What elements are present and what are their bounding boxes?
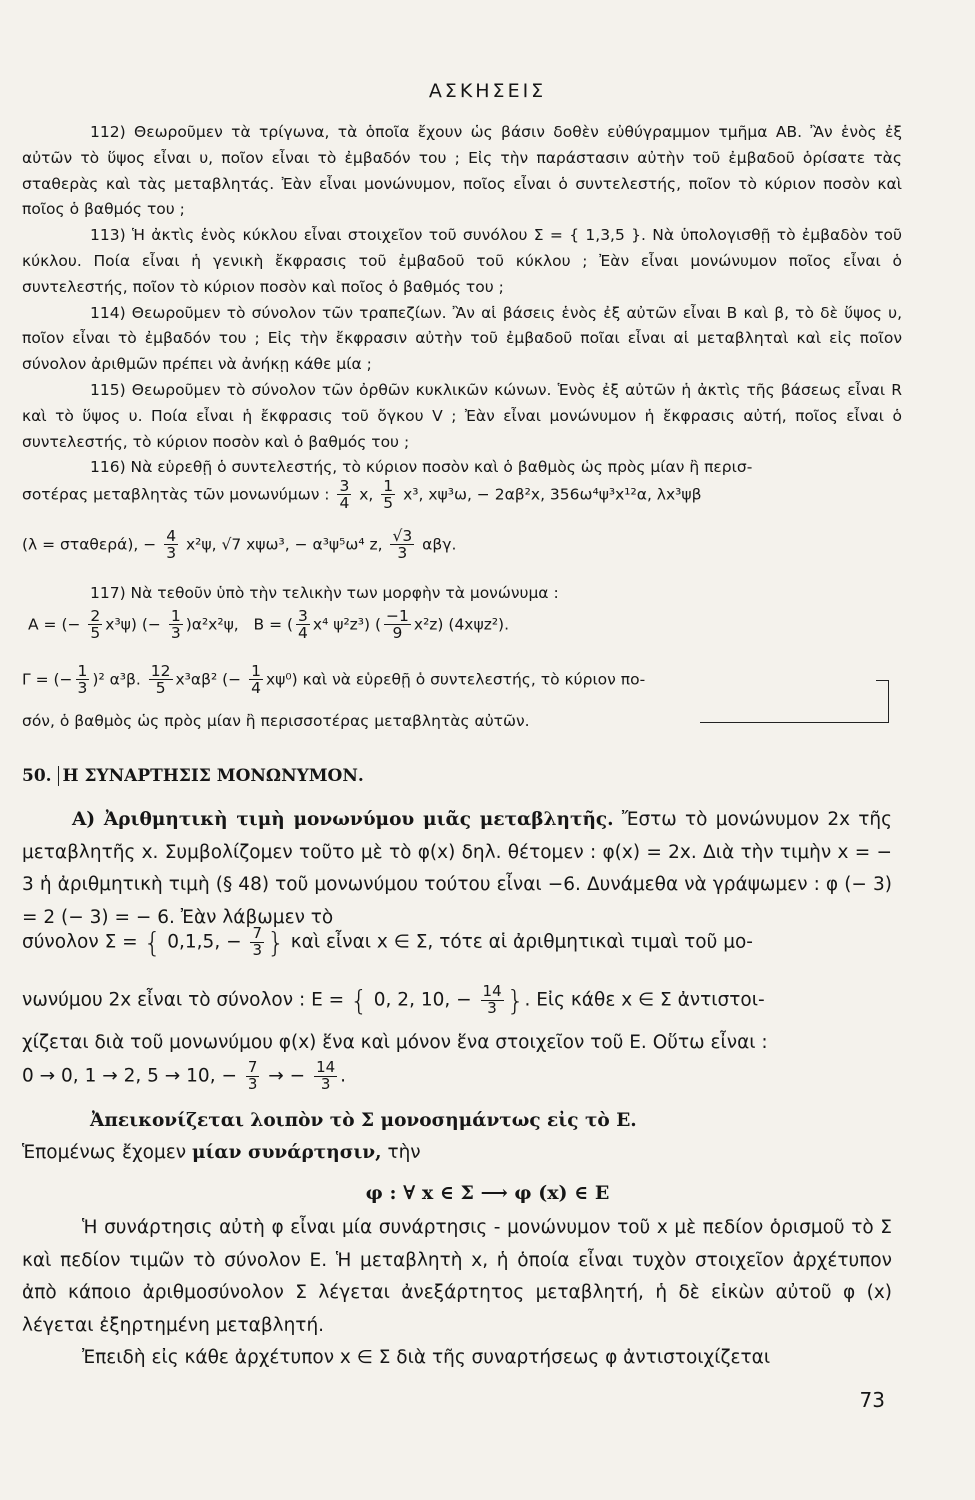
section-heading: 50. Η ΣΥΝΑΡΤΗΣΙΣ ΜΟΝΩΝΥΜΟΝ. [22,766,364,786]
mapping-text: χίζεται διὰ τοῦ μονωνύμου φ(x) ἕνα καὶ μόνον ἕνα στοιχεῖον τοῦ Ε. Οὕτω εἶναι : [22,1032,768,1053]
exercise-117-A-B: A = (− $\frac{2}{5}$ x³ψ) (− $\frac{1}{3}$ )α²x²ψ, B = ( $\frac{3}{4}$ x⁴ ψ²z³) ( $\frac{-1}{9}$ x²z) (4xψz²). [28,607,510,643]
exercise-112: 112) Θεωροῦμεν τὰ τρίγωνα, τὰ ὁποῖα ἔχουν ὡς βάσιν δοθὲν εὐθύγραμμον τμῆμα ΑΒ. Ἂν ἑνὸς ἐξ αὐτῶν τὸ ὕψος εἶναι υ, ποῖον εἶναι τὸ ἐμβαδόν του ; Εἰς τὴν παράστασιν αὐτὴν τοῦ ἐμβαδοῦ ὁρίσατε τὰς σταθερὰς καὶ τὰς μεταβλητάς. Ἐὰν εἶναι μονώνυμον, ποῖος εἶναι ὁ συντελεστής, ποῖον τὸ κύριον ποσὸν καὶ ποῖος ὁ βαθμός του ; [22,123,902,219]
definition-paragraph: Ἡ συνάρτησις αὐτὴ φ εἶναι μία συνάρτησις - μονώνυμον τοῦ x μὲ πεδίον ὁρισμοῦ τὸ Σ καὶ πεδίον τιμῶν τὸ σύνολον Ε. Ἡ μεταβλητὴ x, ἡ ὁποία εἶναι τυχὸν στοιχεῖον ἀρχέτυπον ἀπὸ κάποιο ἀριθμοσύνολον Σ λέγεται ἀνεξάρτητος μεταβλητή, ἡ δὲ εἰκὼν αὐτοῦ φ (x) λέγεται ἐξηρτημένη μεταβλητή. Ἐπειδὴ εἰς κάθε ἀρχέτυπον x ∈ Σ διὰ τῆς συναρτήσεως φ ἀντιστοιχίζεται [22,1217,892,1368]
subsection-title: Α) Ἀριθμητικὴ τιμὴ μονωνύμου μιᾶς μεταβλητῆς. [72,809,614,830]
fraction: $\frac{√3}{3}$ [392,527,413,563]
exercise-116-line2: σοτέρας μεταβλητὰς τῶν μονωνύμων : $\frac{3}{4}$ x, $\frac{1}{5}$ x³, xψ³ω, − 2αβ²x, 356ω⁴ψ³x¹²α, λx³ψβ [22,477,702,513]
function-statement: Ἑπομένως ἔχομεν μίαν συνάρτησιν, τὴν [22,1142,421,1163]
margin-bracket [876,680,889,723]
exercises-block [22,120,902,481]
fraction: $\frac{4}{3}$ [166,527,177,563]
exercise-116: 116) Νὰ εὑρεθῇ ὁ συντελεστής, τὸ κύριον ποσὸν καὶ ὁ βαθμὸς ὡς πρὸς μίαν ἢ περισ- [90,458,753,477]
exercise-117: 117) Νὰ τεθοῦν ὑπὸ τὴν τελικὴν των μορφὴν τὰ μονώνυμα : [90,584,559,602]
page-number: 73 [859,1388,885,1412]
fraction: $\frac{3}{4}$ [339,477,350,513]
page-heading: ΑΣΚΗΣΕΙΣ [428,80,547,102]
exercise-114: 114) Θεωροῦμεν τὸ σύνολον τῶν τραπεζίων. Ἂν αἱ βάσεις ἑνὸς ἐξ αὐτῶν εἶναι Β καὶ β, τὸ δὲ ὕψος υ, ποῖον εἶναι τὸ ἐμβαδόν του ; Εἰς τὴν ἔκφρασιν αὐτὴν τοῦ ἐμβαδοῦ ποῖαι εἶναι αἱ μεταβληταὶ καὶ εἰς ποῖον σύνολον ἀριθμῶν πρέπει νὰ ἀνήκῃ κάθε μία ; [22,303,902,374]
bold-statement: Ἀπεικονίζεται λοιπὸν τὸ Σ μονοσημάντως εἰς τὸ Ε. [90,1110,637,1131]
exercise-117-last: σόν, ὁ βαθμὸς ὡς πρὸς μίαν ἢ περισσοτέρας μεταβλητὰς αὐτῶν. [22,712,530,730]
mapping-line: 0 → 0, 1 → 2, 5 → 10, − $\frac{7}{3}$ → − $\frac{14}{3}$ . [22,1058,347,1093]
set-sigma-line: σύνολον Σ = { 0,1,5, − $\frac{7}{3}$ } καὶ εἶναι x ∈ Σ, τότε αἱ ἀριθμητικαὶ τιμαὶ τοῦ μο- [22,924,753,959]
exercise-115: 115) Θεωροῦμεν τὸ σύνολον τῶν ὀρθῶν κυκλικῶν κώνων. Ἑνὸς ἐξ αὐτῶν ἡ ἀκτὶς τῆς βάσεως εἶναι R καὶ τὸ ὕψος υ. Ποία εἶναι ἡ ἔκφρασις τοῦ ὄγκου V ; Ἐὰν εἶναι μονώνυμον ἡ ἔκφρασις αὐτή, ποῖος εἶναι ὁ συντελεστής, τὸ κύριον ποσὸν καὶ ὁ βαθμός του ; [22,380,902,451]
exercise-116-line3: (λ = σταθερά), − $\frac{4}{3}$ x²ψ, √7 xψω³, − α³ψ⁵ω⁴ z, $\frac{√3}{3}$ αβγ. [22,527,457,563]
exercise-113: 113) Ἡ ἀκτὶς ἑνὸς κύκλου εἶναι στοιχεῖον τοῦ συνόλου Σ = { 1,3,5 }. Νὰ ὑπολογισθῇ τὸ ἐμβαδὸν τοῦ κύκλου. Ποία εἶναι ἡ γενικὴ ἔκφρασις τοῦ ἐμβαδοῦ τοῦ κύκλου ; Ἐὰν εἶναι μονώνυμον ποῖος εἶναι ὁ συντελεστής, ποῖον τὸ κύριον ποσὸν καὶ ποῖος ὁ βαθμός του ; [22,226,902,296]
section-a-text: Α) Ἀριθμητικὴ τιμὴ μονωνύμου μιᾶς μεταβλητῆς. Ἔστω τὸ μονώνυμον 2x τῆς μεταβλητῆς x. Συμβολίζομεν τοῦτο μὲ τὸ φ(x) δηλ. θέτομεν : φ(x) = 2x. Διὰ τὴν τιμὴν x = − 3 ἡ ἀριθμητικὴ τιμὴ (§ 48) τοῦ μονωνύμου τούτου εἶναι −6. Δυνάμεθα νὰ γράψωμεν : φ (− 3) = 2 (− 3) = − 6. Ἐὰν λάβωμεν τὸ [22,809,892,928]
exercise-117-G: Γ = (− $\frac{1}{3}$ )² α³β. $\frac{12}{5}$ x³αβ² (− $\frac{1}{4}$ xψ⁰) καὶ νὰ εὑρεθῇ ὁ συντελεστής, τὸ κύριον πο- [22,662,646,698]
function-formula: φ : ∀ x ∈ Σ ⟶ φ (x) ∈ Ε [365,1182,610,1204]
set-e-line: νωνύμου 2x εἶναι τὸ σύνολον : Ε = { 0, 2, 10, − $\frac{14}{3}$ }. Εἰς κάθε x ∈ Σ ἀντιστοι- [22,982,765,1017]
margin-rule [700,722,888,723]
fraction: $\frac{1}{5}$ [383,477,394,513]
